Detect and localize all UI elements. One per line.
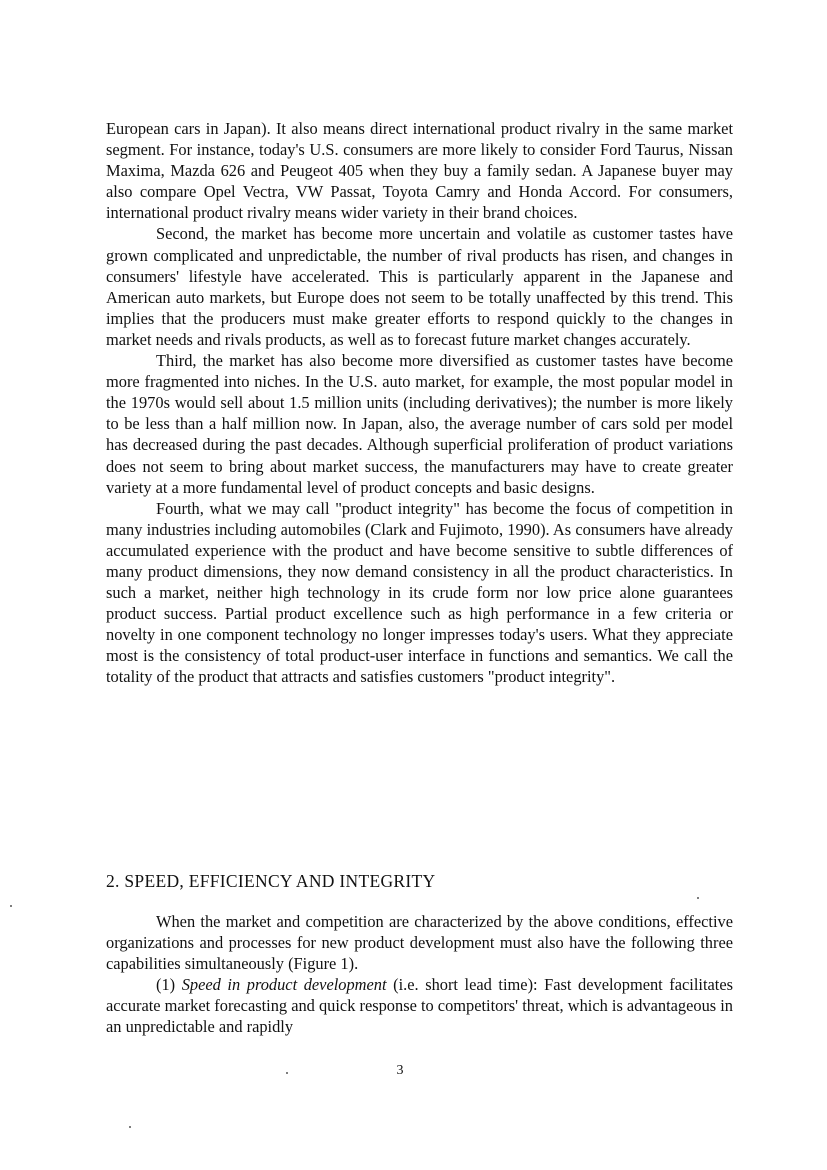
page-number: 3 [396, 1063, 404, 1078]
scan-speck [129, 1126, 131, 1128]
paragraph-second: Second, the market has become more uncertain and volatile as customer tastes have grown complicated and unpredictable, the number of rival products has risen, and changes in consumers' lifestyle have accelerated. This is particularly apparent in the Japanese and American auto markets, but Europe does not seem to be totally unaffected by this trend. This implies that the producers must make greater efforts to respond quickly to the changes in market needs and rivals products, as well as to forecast future market changes accurately. [106, 224, 733, 349]
section-heading: 2. SPEED, EFFICIENCY AND INTEGRITY [106, 871, 436, 891]
scan-speck [10, 905, 12, 907]
paragraph-third: Third, the market has also become more diversified as customer tastes have become more fragmented into niches. In the U.S. auto market, for example, the most popular model in the 1970s would sell about 1.5 million units (including derivatives); the number is more likely to be less than a half million now. In Japan, also, the average number of cars sold per model has decreased during the past decades. Although superficial proliferation of product variations does not seem to bring about market success, the manufacturers may have to create greater variety at a more fundamental level of product concepts and basic designs. [106, 351, 733, 497]
paragraph-continuation: European cars in Japan). It also means direct international product rivalry in the same market segment. For instance, today's U.S. consumers are more likely to consider Ford Taurus, Nissan Maxima, Mazda 626 and Peugeot 405 when they buy a family sedan. A Japanese buyer may also compare Opel Vectra, VW Passat, Toyota Camry and Honda Accord. For consumers, international product rivalry means wider variety in their brand choices. [106, 119, 733, 223]
section-intro-paragraph: When the market and competition are characterized by the above conditions, effective organizations and processes for new product development must also have the following three capabilities simultaneously (Figure 1). [106, 912, 733, 974]
item-1-title: Speed in product development [181, 975, 387, 995]
scan-speck [286, 1072, 288, 1074]
paragraph-fourth: Fourth, what we may call "product integrity" has become the focus of competition in many industries including automobiles (Clark and Fujimoto, 1990). As consumers have already accumulated experience with the product and have become sensitive to subtle differences of many product dimensions, they now demand consistency in all the product characteristics. In such a market, neither high technology in its crude form nor low price alone guarantees product success. Partial product excellence such as high performance in a few criteria or novelty in one component technology no longer impresses today's users. What they appreciate most is the consistency of total product-user interface in functions and semantics. We call the totality of the product that attracts and satisfies customers "product integrity". [106, 498, 733, 687]
item-1-number: (1) [156, 975, 182, 995]
item-1-text: (i.e. short lead time): Fast development facilitates accurate market forecasting and quick response to competitors' threat, which is advantageous in an unpredictable and rapidly [106, 975, 734, 1037]
body-text [106, 118, 733, 688]
section-text [106, 911, 733, 1038]
scan-speck [697, 897, 699, 899]
item-1-paragraph [106, 974, 733, 1037]
